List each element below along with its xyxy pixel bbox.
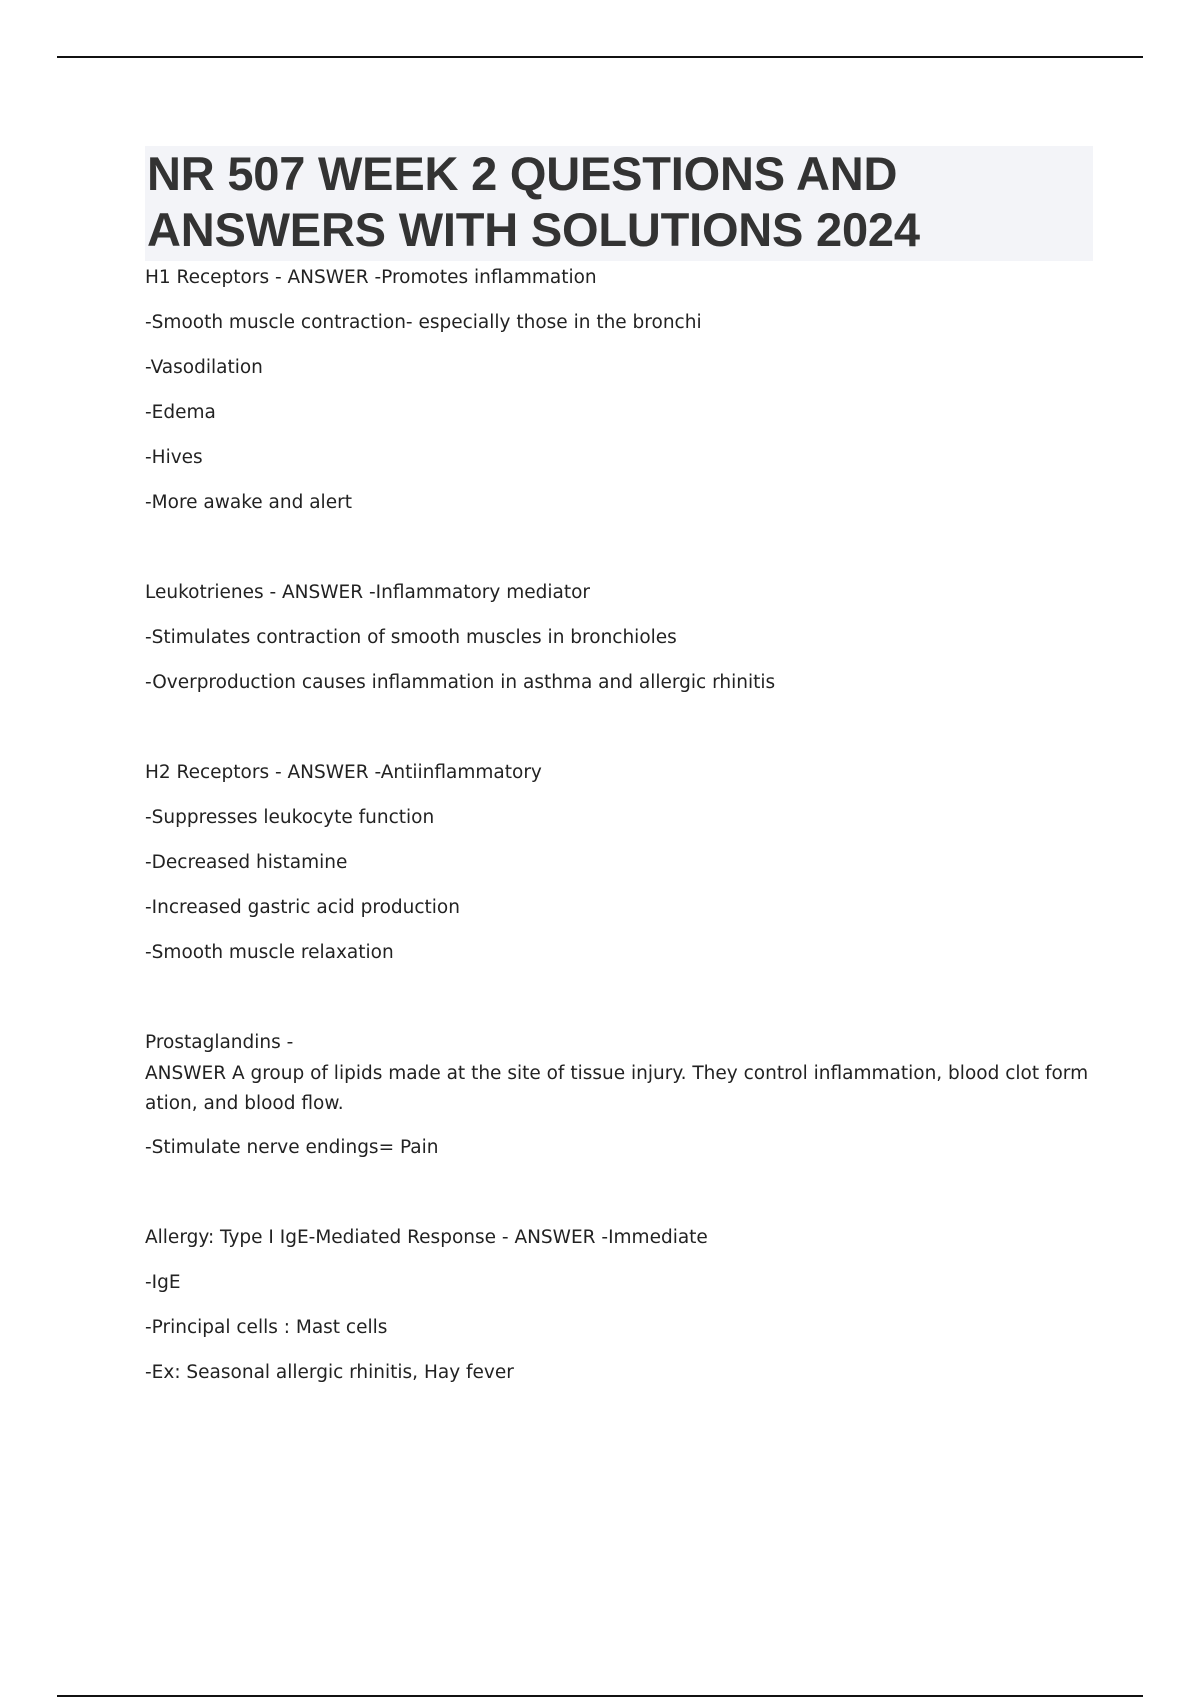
section-leukotrienes [145,580,1093,696]
bottom-rule [57,1695,1143,1697]
section-heading-line: Prostaglandins - [145,1032,294,1053]
list-item: -Smooth muscle contraction- especially those in the bronchi [145,312,702,333]
list-item: -Stimulates contraction of smooth muscles in bronchioles [145,627,677,648]
section-spacer [145,535,1093,580]
document-body [145,146,1093,1405]
list-item: -IgE [145,1272,181,1293]
list-item: -Vasodilation [145,357,263,378]
section-spacer [145,715,1093,760]
section-prostaglandins [145,1030,1093,1161]
list-item: -Increased gastric acid production [145,897,460,918]
list-item: -Principal cells : Mast cells [145,1317,388,1338]
answer-paragraph: ANSWER A group of lipids made at the site of tissue injury. They control inflammation, blood clot formation, and blood flow. [145,1063,1089,1114]
list-item: -More awake and alert [145,492,352,513]
section-heading-line: H1 Receptors - ANSWER -Promotes inflammation [145,267,597,288]
title-box [145,146,1093,261]
list-item: -Stimulate nerve endings= Pain [145,1137,439,1158]
section-spacer [145,985,1093,1030]
list-item: -Decreased histamine [145,852,348,873]
section-allergy-type-1 [145,1225,1093,1386]
list-item: -Edema [145,402,216,423]
list-item: -Smooth muscle relaxation [145,942,394,963]
document-title: NR 507 WEEK 2 QUESTIONS AND ANSWERS WITH SOLUTIONS 2024 [147,147,920,256]
list-item: -Overproduction causes inflammation in asthma and allergic rhinitis [145,672,776,693]
list-item: -Hives [145,447,203,468]
section-heading-line: Leukotrienes - ANSWER -Inflammatory mediator [145,582,591,603]
section-h2-receptors [145,760,1093,966]
list-item: -Ex: Seasonal allergic rhinitis, Hay fever [145,1362,514,1383]
section-h1-receptors [145,265,1093,516]
section-heading-line: H2 Receptors - ANSWER -Antiinflammatory [145,762,542,783]
list-item: -Suppresses leukocyte function [145,807,435,828]
section-spacer [145,1180,1093,1225]
top-rule [57,56,1143,58]
section-heading-line: Allergy: Type I IgE-Mediated Response - ANSWER -Immediate [145,1227,708,1248]
